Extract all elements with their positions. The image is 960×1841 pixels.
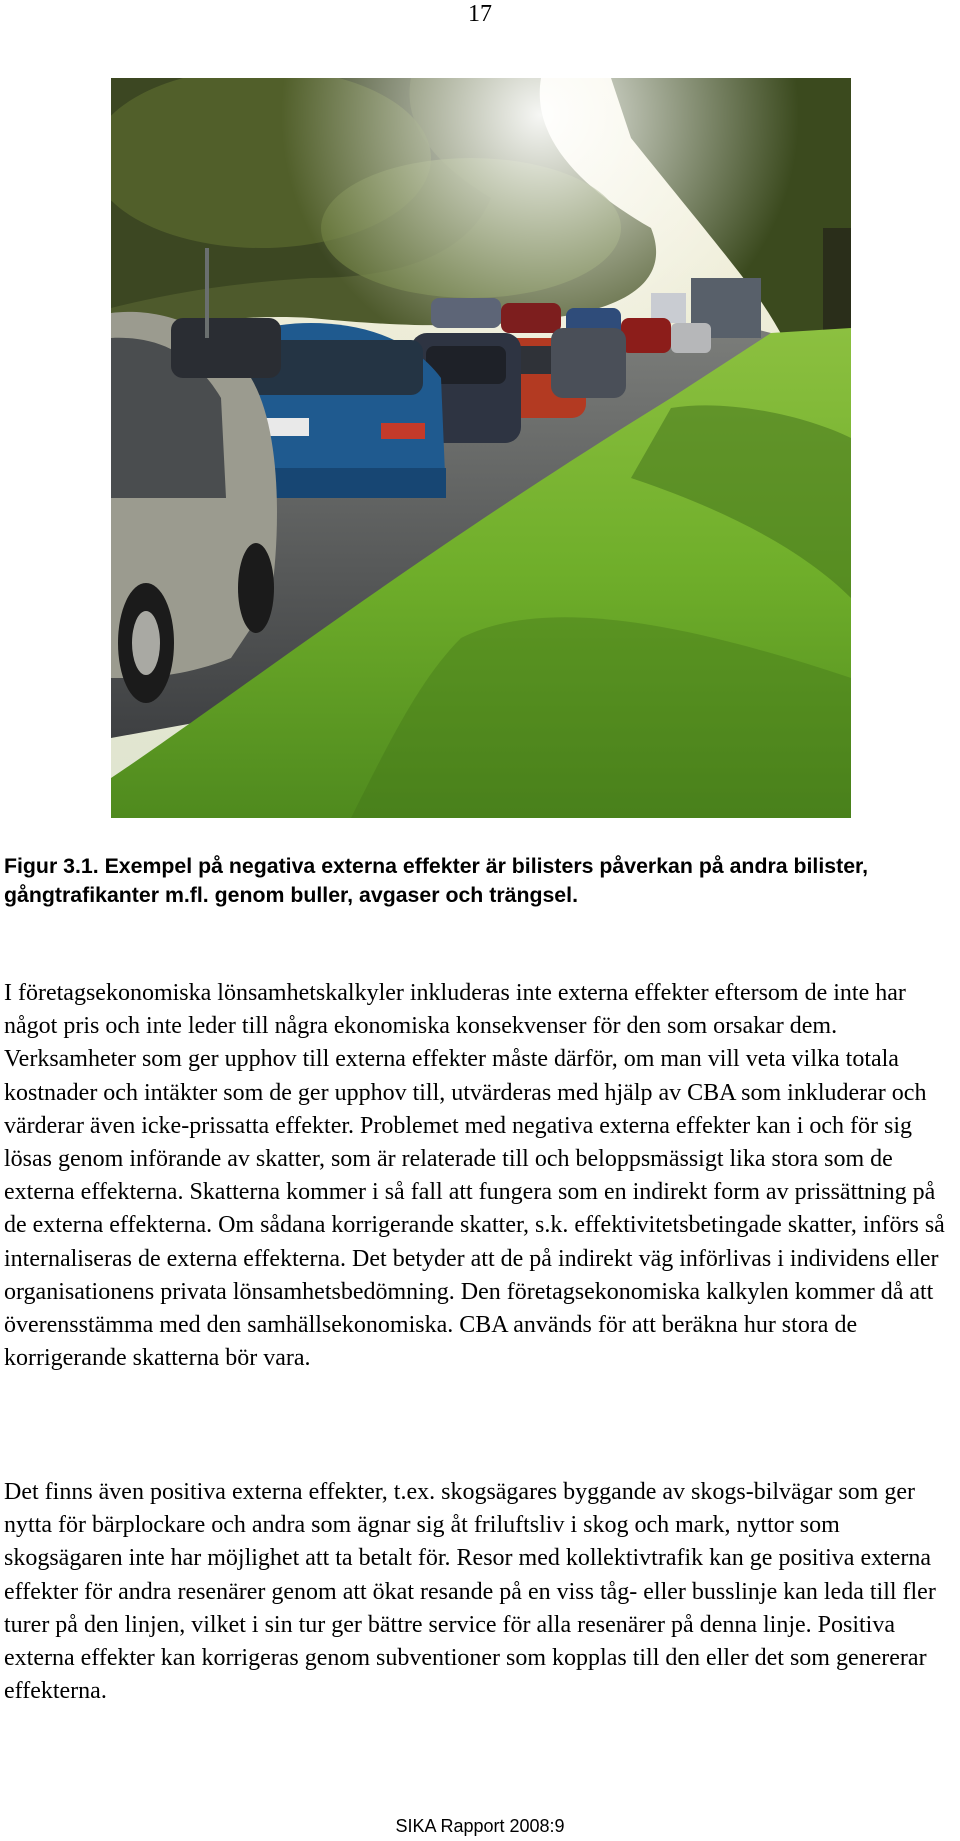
page-number: 17	[468, 1, 492, 27]
traffic-photo	[111, 78, 851, 818]
body-paragraph: I företagsekonomiska lönsamhetskalkyler inkluderas inte externa effekter eftersom de inte har något pris och inte leder till några ekonomiska konsekvenser för den som orsakar dem. Verksamheter som ger upphov till externa effekter måste därför, om man vill veta vilka totala kostnader och intäkter som de ger upphov till, utvärderas med hjälp av CBA som inkluderar och värderar även icke-prissatta effekter. Problemet med negativa externa effekter kan i och för sig lösas genom införande av skatter, som är relaterade till och beloppsmässigt lika stora som de externa effekterna. Skatterna kommer i så fall att fungera som en indirekt form av prissättning på de externa effekterna. Om sådana korrigerande skatter, s.k. effektivitetsbetingade skatter, införs så internaliseras de externa effekterna. Det betyder att de på indirekt väg införlivas i individens eller organisationens privata lönsamhetsbedömning. Den företagsekonomiska kalkylen kommer då att överensstämma med den samhällsekonomiska. CBA används för att beräkna hur stora de korrigerande skatterna bör vara.	[4, 980, 945, 1372]
body-paragraph: Det finns även positiva externa effekter, t.ex. skogsägares byggande av skogs-bilvägar som ger nytta för bärplockare och andra som ägnar sig åt friluftsliv i skog och mark, nyttor som skogsägaren inte har möjlighet att ta betalt för. Resor med kollektivtrafik kan ge positiva externa effekter för andra resenärer genom att ökat resande på en viss tåg- eller busslinje kan leda till fler turer på den linjen, vilket i sin tur ger bättre service för alla resenärer på denna linje. Positiva externa effekter kan korrigeras genom subventioner som kopplas till den eller det som genererar effekterna.	[4, 1479, 936, 1705]
report-footer: SIKA Rapport 2008:9	[395, 1816, 565, 1836]
figure-caption: Figur 3.1. Exempel på negativa externa effekter är bilisters påverkan på andra bilister, gångtrafikanter m.fl. genom buller, avgaser och trängsel.	[4, 854, 869, 907]
